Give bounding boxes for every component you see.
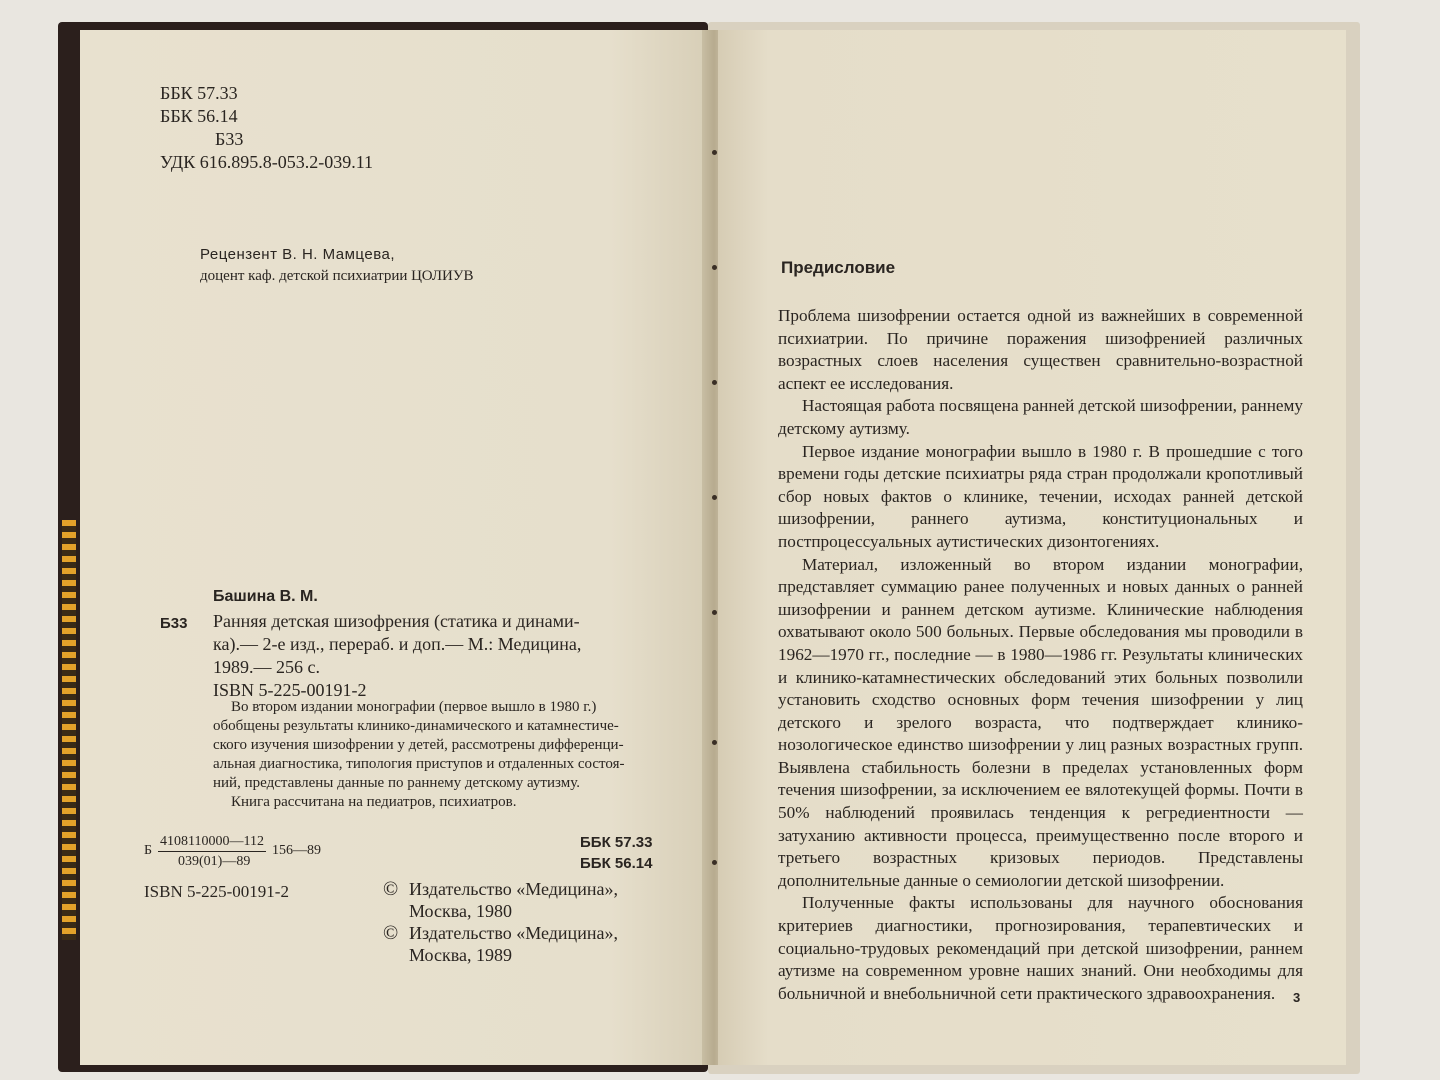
cover-stripe-decoration (62, 520, 76, 940)
annotation-line: Книга рассчитана на педиатров, психиатров. (231, 794, 517, 810)
annotation (213, 698, 673, 812)
biblio-line: 1989.— 256 с. (213, 657, 320, 677)
index-code: Б33 (160, 615, 188, 632)
udk-code: УДК 616.895.8-053.2-039.11 (160, 152, 374, 172)
page-number: 3 (1293, 990, 1301, 1005)
copyright-publisher: Издательство «Медицина», (409, 879, 618, 899)
preface-body (778, 305, 1303, 1005)
preface-title: Предисловие (781, 258, 896, 277)
copyright-publisher: Издательство «Медицина», (409, 923, 618, 943)
fraction-denominator: 039(01)—89 (178, 854, 251, 869)
copyright-1989 (383, 922, 618, 966)
binding-stitch (712, 860, 717, 865)
annotation-line: ний, представлены данные по раннему детскому аутизму. (213, 775, 580, 791)
fraction-numerator: 4108110000—112 (158, 833, 266, 852)
reviewer-name: Рецензент В. Н. Мамцева, (200, 246, 396, 263)
copyright-city-year: Москва, 1989 (409, 945, 512, 965)
copyright-symbol: © (383, 922, 399, 944)
bbk-code-2: ББК 56.14 (160, 106, 238, 126)
binding-stitch (712, 610, 717, 615)
left-page (80, 30, 704, 1065)
isbn-bottom: ISBN 5-225-00191-2 (144, 882, 289, 901)
biblio-line: ка).— 2-е изд., перераб. и доп.— М.: Медицина, (213, 634, 582, 654)
preface-paragraph: Настоящая работа посвящена ранней детской шизофрении, раннему детскому аутизму. (778, 396, 1303, 438)
annotation-line: альная диагностика, типология приступов и отдаленных состоя- (213, 756, 625, 772)
bbk-bottom-2: ББК 56.14 (580, 855, 653, 872)
right-page (718, 30, 1346, 1065)
preface-paragraph: Проблема шизофрении остается одной из важнейших в современной психиатрии. По причине поражения шизофренией различных возрастных слоев населения существен сравнительно-возрастной аспект ее исследования. (778, 306, 1303, 393)
annotation-line: обобщены результаты клинико-динамического и катамнестиче- (213, 718, 619, 734)
binding-stitch (712, 740, 717, 745)
fraction-prefix: Б (144, 843, 153, 858)
preface-paragraph: Материал, изложенный во втором издании монографии, представляет суммацию ранее полученных и новых данных о ранней шизофрении и раннем детском аутизме. Клинические наблюдения охватывают около 500 больных. Первые обследования мы проводили в 1962—1970 гг., последние — в 1980—1986 гг. Результаты клинических и клинико-катамнестических обследований этих больных позволили установить сходство основных форм течения шизофрении у лиц детского и зрелого возраста, что подтверждает клинико-нозологическое единство шизофрении у лиц разных возрастных групп. Выявлена стабильность болезни в пределах установленных форм течения шизофрении, за исключением ее вялотекущей формы. Почти в 50% наблюдений проявилась тенденция к регредиентности — затуханию активности процесса, преимущественно после второго и третьего возрастных кризовых периодов. Представлены дополнительные данные о семиологии детской шизофрении. (778, 554, 1303, 890)
biblio-isbn: ISBN 5-225-00191-2 (213, 680, 367, 700)
author-name: Башина В. М. (213, 588, 318, 605)
author-mark: Б33 (215, 129, 244, 149)
fraction-suffix: 156—89 (272, 843, 321, 858)
binding-stitch (712, 265, 717, 270)
binding-stitch (712, 495, 717, 500)
reviewer-title: доцент каф. детской психиатрии ЦОЛИУВ (200, 268, 474, 284)
copyright-symbol: © (383, 878, 399, 900)
binding-stitch (712, 380, 717, 385)
copyright-1980 (383, 878, 618, 922)
biblio-line: Ранняя детская шизофрения (статика и динами- (213, 611, 580, 631)
annotation-line: ского изучения шизофрении у детей, рассмотрены дифференци- (213, 737, 624, 753)
preface-paragraph: Первое издание монографии вышло в 1980 г. В прошедшие с того времени годы детские психиатры ряда стран продолжали кропотливый сбор новых фактов о клинике, течении, исходах ранней детской шизофрении, раннего аутизма, конституциональных и постпроцессуальных аутистических дизонтогениях. (778, 441, 1303, 551)
bibliographic-entry (213, 610, 663, 702)
preface-paragraph: Полученные факты использованы для научного обоснования критериев диагностики, прогнозирования, терапевтических и социально-трудовых рекомендаций при детской шизофрении, раннем аутизме на современном уровне наших знаний. Они необходимы для больничной и внебольничной сети практического здравоохранения. (778, 893, 1303, 1003)
binding-stitch (712, 150, 717, 155)
bbk-code-1: ББК 57.33 (160, 83, 238, 103)
copyright-city-year: Москва, 1980 (409, 901, 512, 921)
bbk-bottom-1: ББК 57.33 (580, 834, 653, 851)
annotation-line: Во втором издании монографии (первое вышло в 1980 г.) (231, 699, 597, 715)
